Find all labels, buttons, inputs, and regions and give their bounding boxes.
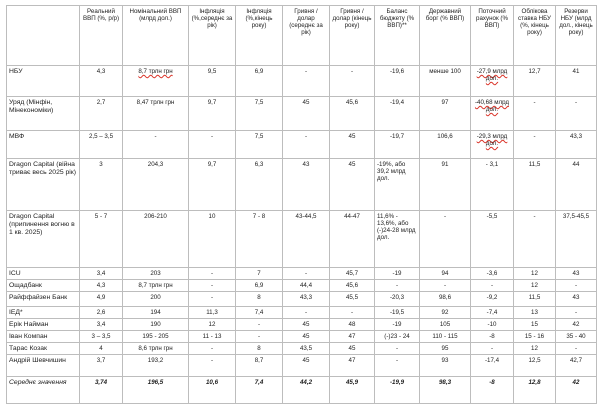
table-cell: 48 <box>330 319 375 331</box>
table-cell: -17,4 <box>471 355 514 377</box>
table-cell: - <box>189 355 236 377</box>
table-cell: -29,3 млрд дол. <box>471 131 514 159</box>
table-cell: 206-210 <box>123 211 189 268</box>
table-cell: 3 – 3,5 <box>80 331 123 343</box>
table-row <box>7 97 597 131</box>
row-label: Dragon Capital (війна триває весь 2025 рік) <box>7 159 80 211</box>
table-cell: 15 <box>514 319 556 331</box>
table-cell: 98,3 <box>420 377 471 404</box>
table-cell: 12,8 <box>514 377 556 404</box>
table-cell: 8,6 трлн грн <box>123 343 189 355</box>
table-cell: 4,3 <box>80 66 123 97</box>
table-cell: 94 <box>420 268 471 280</box>
header-cell: Номінальний ВВП (млрд дол.) <box>123 6 189 66</box>
table-cell: 11,5 <box>514 159 556 211</box>
table-cell: 196,5 <box>123 377 189 404</box>
table-cell: -20,3 <box>375 292 420 307</box>
table-cell: 97 <box>420 97 471 131</box>
row-label: Уряд (Мінфін, Мінекономіки) <box>7 97 80 131</box>
header-cell: Інфляція (%,середнє за рік) <box>189 6 236 66</box>
table-cell: - <box>420 280 471 292</box>
table-cell: - <box>236 319 283 331</box>
table-cell: 45 <box>283 355 330 377</box>
table-cell: 47 <box>330 355 375 377</box>
table-cell: 3 <box>80 159 123 211</box>
table-cell: 2,6 <box>80 307 123 319</box>
table-cell: 44-47 <box>330 211 375 268</box>
row-label: Тарас Козак <box>7 343 80 355</box>
table-row <box>7 307 597 319</box>
table-cell: 45,5 <box>330 292 375 307</box>
table-cell: 2,5 – 3,5 <box>80 131 123 159</box>
table-cell: -19,5 <box>375 307 420 319</box>
table-cell: - <box>514 131 556 159</box>
table-cell: - <box>556 97 597 131</box>
table-cell: 106,6 <box>420 131 471 159</box>
table-cell: 45,7 <box>330 268 375 280</box>
row-label: НБУ <box>7 66 80 97</box>
average-row <box>7 377 597 404</box>
table-cell: 3,4 <box>80 319 123 331</box>
table-cell: - <box>283 131 330 159</box>
table-row <box>7 280 597 292</box>
table-cell: 12,7 <box>514 66 556 97</box>
table-cell: -19,4 <box>375 97 420 131</box>
table-cell: 10 <box>189 211 236 268</box>
table-cell: 45 <box>283 319 330 331</box>
table-cell: - <box>375 280 420 292</box>
table-cell: 45 <box>330 159 375 211</box>
table-cell: -8 <box>471 377 514 404</box>
table-cell: 7,5 <box>236 131 283 159</box>
table-cell: 12 <box>514 343 556 355</box>
table-cell: 8,7 трлн грн <box>123 66 189 97</box>
table-cell: - <box>283 268 330 280</box>
table-cell: 41 <box>556 66 597 97</box>
table-cell: 12 <box>514 280 556 292</box>
table-cell: -10 <box>471 319 514 331</box>
table-cell: 43 <box>283 159 330 211</box>
table-cell: - <box>123 131 189 159</box>
table-cell: 12 <box>189 319 236 331</box>
table-row <box>7 292 597 307</box>
table-cell: 11,6% - 13,6%, або (-)24-28 млрд дол. <box>375 211 420 268</box>
table-cell: - <box>189 280 236 292</box>
table-row <box>7 211 597 268</box>
table-cell: 44 <box>556 159 597 211</box>
table-cell: (-)23 - 24 <box>375 331 420 343</box>
table-row <box>7 355 597 377</box>
table-cell: 47 <box>330 331 375 343</box>
table-cell: 43,3 <box>283 292 330 307</box>
table-cell: 7 - 8 <box>236 211 283 268</box>
header-cell: Гривня / долар (кінець року) <box>330 6 375 66</box>
table-cell: 7 <box>236 268 283 280</box>
table-cell: -19 <box>375 268 420 280</box>
header-cell: Державний борг (% ВВП) <box>420 6 471 66</box>
header-cell: Облікова ставка НБУ (%, кінець року) <box>514 6 556 66</box>
table-cell: -19%, або 39,2 млрд дол. <box>375 159 420 211</box>
table-cell: 105 <box>420 319 471 331</box>
table-cell: 110 - 115 <box>420 331 471 343</box>
table-cell: 95 <box>420 343 471 355</box>
table-row <box>7 319 597 331</box>
table-cell: 194 <box>123 307 189 319</box>
table-cell: 12,5 <box>514 355 556 377</box>
table-cell: 42 <box>556 377 597 404</box>
table-cell: - <box>471 343 514 355</box>
header-cell: Інфляція (%,кінець року) <box>236 6 283 66</box>
table-row <box>7 66 597 97</box>
table-cell: - <box>556 280 597 292</box>
table-cell: 4,9 <box>80 292 123 307</box>
table-cell: 93 <box>420 355 471 377</box>
header-cell: Поточний рахунок (% ВВП) <box>471 6 514 66</box>
table-cell: 5 - 7 <box>80 211 123 268</box>
table-cell: - <box>514 97 556 131</box>
table-cell: -19,6 <box>375 66 420 97</box>
header-cell: Резерви НБУ (млрд дол., кінець року) <box>556 6 597 66</box>
table-cell: 44,2 <box>283 377 330 404</box>
table-cell: 12 <box>514 268 556 280</box>
table-cell: 45 <box>283 331 330 343</box>
row-label: Райффайзен Банк <box>7 292 80 307</box>
table-cell: - <box>556 307 597 319</box>
table-cell: - <box>375 343 420 355</box>
table-cell: 43 <box>556 268 597 280</box>
table-row <box>7 343 597 355</box>
table-cell: 45 <box>330 343 375 355</box>
table-cell: 3,7 <box>80 355 123 377</box>
table-cell: -7,4 <box>471 307 514 319</box>
table-cell: - <box>375 355 420 377</box>
header-cell <box>7 6 80 66</box>
table-cell: 3,4 <box>80 268 123 280</box>
table-cell: 6,9 <box>236 280 283 292</box>
table-cell: 43 <box>556 292 597 307</box>
row-label: ІЕД* <box>7 307 80 319</box>
table-cell: 11,3 <box>189 307 236 319</box>
table-cell: -3,6 <box>471 268 514 280</box>
row-label: Середнє значення <box>7 377 80 404</box>
table-cell: 7,4 <box>236 377 283 404</box>
table-cell: 45 <box>330 131 375 159</box>
header-cell: Реальний ВВП (%, р/р) <box>80 6 123 66</box>
table-cell: 2,7 <box>80 97 123 131</box>
table-cell: 9,5 <box>189 66 236 97</box>
table-cell: - <box>189 343 236 355</box>
table-cell: - <box>189 131 236 159</box>
table-row <box>7 159 597 211</box>
table-cell: 3,74 <box>80 377 123 404</box>
row-label: Dragon Capital (припинення вогню в 1 кв. 2025) <box>7 211 80 268</box>
table-cell: 45,6 <box>330 97 375 131</box>
table-cell: 8,7 <box>236 355 283 377</box>
table-cell: 8 <box>236 343 283 355</box>
table-cell: - <box>236 331 283 343</box>
header-cell: Баланс бюджету (% ВВП)** <box>375 6 420 66</box>
table-cell: 45,6 <box>330 280 375 292</box>
table-body <box>7 66 597 404</box>
table-cell: -5,5 <box>471 211 514 268</box>
table-cell: 15 - 16 <box>514 331 556 343</box>
table-cell: - <box>514 211 556 268</box>
table-cell: - <box>330 66 375 97</box>
table-cell: - <box>420 211 471 268</box>
table-cell: 42,7 <box>556 355 597 377</box>
table-cell: - <box>189 268 236 280</box>
table-cell: - <box>283 66 330 97</box>
row-label: ICU <box>7 268 80 280</box>
table-cell: 4 <box>80 343 123 355</box>
row-label: Ощадбанк <box>7 280 80 292</box>
forecast-table <box>6 5 597 404</box>
table-cell: 35 - 40 <box>556 331 597 343</box>
table-cell: 45 <box>283 97 330 131</box>
table-cell: - <box>556 343 597 355</box>
table-cell: 190 <box>123 319 189 331</box>
table-cell: -40,68 млрд дол. <box>471 97 514 131</box>
row-label: Ерік Найман <box>7 319 80 331</box>
table-cell: - <box>471 280 514 292</box>
table-cell: 200 <box>123 292 189 307</box>
table-cell: - <box>189 292 236 307</box>
table-row <box>7 268 597 280</box>
table-cell: менше 100 <box>420 66 471 97</box>
table-cell: - 3,1 <box>471 159 514 211</box>
table-cell: 11 - 13 <box>189 331 236 343</box>
table-cell: 204,3 <box>123 159 189 211</box>
table-cell: 11,5 <box>514 292 556 307</box>
table-cell: 8,7 трлн грн <box>123 280 189 292</box>
table-cell: -19,7 <box>375 131 420 159</box>
table-cell: - <box>330 307 375 319</box>
table-cell: 8,47 трлн грн <box>123 97 189 131</box>
table-cell: 195 - 205 <box>123 331 189 343</box>
table-cell: -19 <box>375 319 420 331</box>
table-row <box>7 331 597 343</box>
header-cell: Гривня / долар (середнє за рік) <box>283 6 330 66</box>
table-cell: 92 <box>420 307 471 319</box>
header-row <box>7 6 597 66</box>
table-cell: 91 <box>420 159 471 211</box>
table-cell: 193,2 <box>123 355 189 377</box>
table-cell: -27,9 млрд дол. <box>471 66 514 97</box>
table-cell: 43,3 <box>556 131 597 159</box>
table-cell: 43,5 <box>283 343 330 355</box>
table-cell: 9,7 <box>189 159 236 211</box>
table-cell: 6,9 <box>236 66 283 97</box>
table-cell: 43-44,5 <box>283 211 330 268</box>
table-cell: 9,7 <box>189 97 236 131</box>
table-cell: 42 <box>556 319 597 331</box>
table-cell: -8 <box>471 331 514 343</box>
table-cell: - <box>283 307 330 319</box>
row-label: Іван Компан <box>7 331 80 343</box>
row-label: МВФ <box>7 131 80 159</box>
table-cell: 7,5 <box>236 97 283 131</box>
table-row <box>7 131 597 159</box>
table-cell: 13 <box>514 307 556 319</box>
table-cell: 203 <box>123 268 189 280</box>
table-cell: 8 <box>236 292 283 307</box>
table-cell: 37,5-45,5 <box>556 211 597 268</box>
row-label: Андрій Шевчишин <box>7 355 80 377</box>
table-cell: 6,3 <box>236 159 283 211</box>
table-cell: 98,6 <box>420 292 471 307</box>
table-cell: 44,4 <box>283 280 330 292</box>
table-cell: 4,3 <box>80 280 123 292</box>
table-cell: 45,9 <box>330 377 375 404</box>
table-cell: -19,9 <box>375 377 420 404</box>
table-cell: 7,4 <box>236 307 283 319</box>
table-cell: -9,2 <box>471 292 514 307</box>
table-cell: 10,6 <box>189 377 236 404</box>
